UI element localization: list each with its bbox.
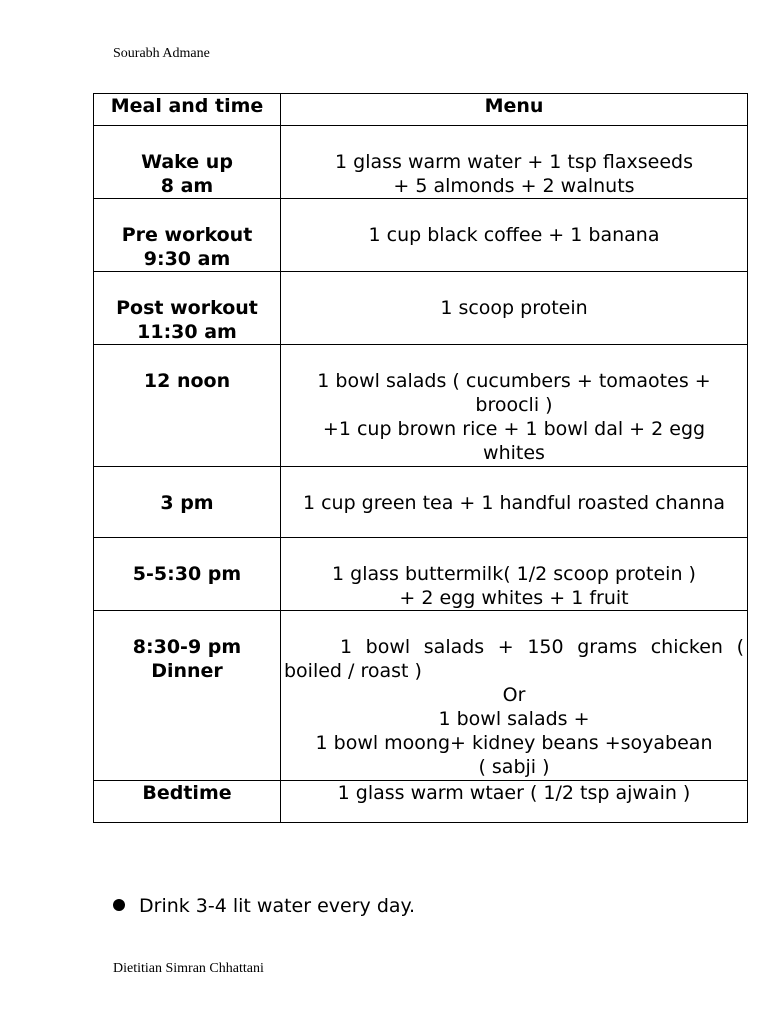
header-meal-and-time: Meal and time [94, 94, 281, 126]
menu-cell [281, 199, 748, 272]
table-row [94, 199, 748, 272]
meal-label: Post workout [116, 297, 258, 319]
author-name: Sourabh Admane [113, 46, 210, 61]
meal-label: Wake up [141, 151, 233, 173]
menu-line: ( sabji ) [478, 756, 550, 778]
menu-line: + 5 almonds + 2 walnuts [393, 175, 635, 197]
menu-line: 1 bowl salads + [438, 708, 590, 730]
menu-cell [281, 126, 748, 199]
meal-label: 5-5:30 pm [132, 563, 242, 585]
menu-cell [281, 272, 748, 345]
meal-time-cell [94, 272, 281, 345]
meal-time-cell [94, 467, 281, 538]
menu-line: + 2 egg whites + 1 fruit [399, 587, 629, 609]
table-row [94, 272, 748, 345]
meal-time-cell [94, 538, 281, 611]
menu-line: 1 bowl salads ( cucumbers + tomaotes + [317, 370, 711, 392]
meal-time-cell [94, 611, 281, 781]
table-header-row [94, 94, 748, 126]
meal-time: 11:30 am [137, 321, 237, 343]
menu-line: Or [502, 684, 526, 706]
menu-line: 1 cup black coffee + 1 banana [368, 224, 660, 246]
header-menu: Menu [281, 94, 748, 126]
water-note [113, 894, 415, 918]
meal-time-cell [94, 345, 281, 467]
menu-line: 1 scoop protein [440, 297, 588, 319]
menu-line: 1 cup green tea + 1 handful roasted channa [302, 492, 726, 514]
table-row [94, 126, 748, 199]
meal-label: 8:30-9 pm [132, 636, 242, 658]
table-row [94, 538, 748, 611]
menu-cell [281, 611, 748, 781]
meal-label: 3 pm [160, 492, 214, 514]
meal-label: 12 noon [143, 370, 231, 392]
meal-time-cell [94, 199, 281, 272]
meal-label: Bedtime [142, 782, 232, 804]
table-row [94, 345, 748, 467]
meal-time-cell [94, 126, 281, 199]
meal-time: Dinner [151, 660, 223, 682]
dietitian-name: Dietitian Simran Chhattani [113, 961, 264, 976]
menu-line: 1 glass warm wtaer ( 1/2 tsp ajwain ) [337, 782, 691, 804]
diet-plan-table [93, 93, 748, 823]
menu-line: 1 bowl moong+ kidney beans +soyabean [315, 732, 713, 754]
menu-line: +1 cup brown rice + 1 bowl dal + 2 egg [322, 418, 706, 440]
menu-line: 1 glass buttermilk( 1/2 scoop protein ) [332, 563, 696, 585]
meal-time: 9:30 am [143, 248, 231, 270]
table-row [94, 611, 748, 781]
menu-cell [281, 538, 748, 611]
menu-line: whites [483, 442, 545, 464]
meal-label: Pre workout [121, 224, 253, 246]
bullet-icon [113, 899, 125, 911]
menu-line: 1 glass warm water + 1 tsp flaxseeds [335, 151, 693, 173]
table-row [94, 781, 748, 823]
menu-line: broocli ) [475, 394, 553, 416]
menu-cell [281, 467, 748, 538]
menu-line: 1 bowl salads + 150 grams chicken ( boiled / roast ) [284, 636, 744, 682]
meal-time: 8 am [160, 175, 214, 197]
meal-time-cell [94, 781, 281, 823]
note-text: Drink 3-4 lit water every day. [139, 895, 416, 917]
menu-cell [281, 781, 748, 823]
table-row [94, 467, 748, 538]
menu-cell [281, 345, 748, 467]
